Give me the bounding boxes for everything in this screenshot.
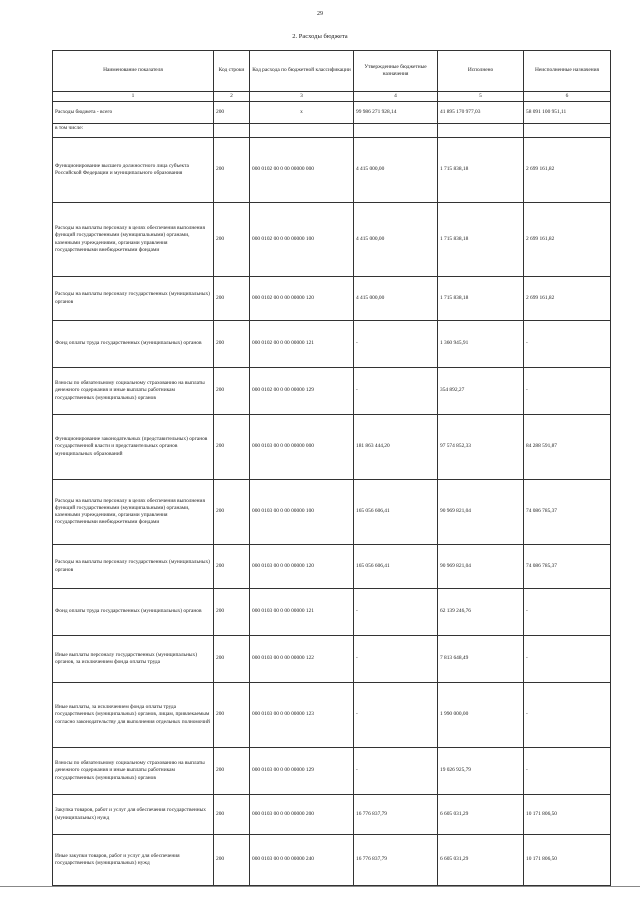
row-unexecuted: 2 699 161,82 <box>524 277 611 321</box>
row-unexecuted: 10 171 806,50 <box>524 835 611 886</box>
row-executed: 90 969 821,04 <box>438 545 524 589</box>
row-executed: 1 360 945,91 <box>438 321 524 368</box>
row-line-code: 200 <box>214 589 250 636</box>
expenditure-table <box>52 50 611 886</box>
header-executed: Исполнено <box>438 51 524 92</box>
row-unexecuted: 74 086 785,37 <box>524 480 611 545</box>
row-line-code: 200 <box>214 102 250 124</box>
row-classification-code: x <box>250 102 354 124</box>
row-unexecuted: 58 091 100 951,11 <box>524 102 611 124</box>
table-row <box>53 748 611 795</box>
page-bottom-rule <box>0 886 640 887</box>
row-unexecuted: - <box>524 321 611 368</box>
column-number: 2 <box>214 92 250 102</box>
row-name: Расходы на выплаты персоналу государственных (муниципальных) органов <box>53 277 214 321</box>
row-executed: 1 990 000,00 <box>438 683 524 748</box>
table-row <box>53 795 611 835</box>
table-row <box>53 368 611 415</box>
row-line-code: 200 <box>214 138 250 203</box>
row-line-code: 200 <box>214 277 250 321</box>
row-line-code: 200 <box>214 683 250 748</box>
row-approved: - <box>354 321 438 368</box>
row-line-code: 200 <box>214 748 250 795</box>
row-line-code: 200 <box>214 321 250 368</box>
row-classification-code: 000 0103 00 0 00 00000 000 <box>250 415 354 480</box>
row-classification-code: 000 0102 00 0 00 00000 100 <box>250 203 354 277</box>
row-approved: 16 776 837,79 <box>354 795 438 835</box>
row-approved: 4 415 000,00 <box>354 203 438 277</box>
header-line-code: Код строки <box>214 51 250 92</box>
row-unexecuted: 10 171 806,50 <box>524 795 611 835</box>
table-row <box>53 835 611 886</box>
column-numbers-row <box>53 92 611 102</box>
row-executed: 6 605 031,29 <box>438 835 524 886</box>
table-row <box>53 321 611 368</box>
header-unexecuted: Неисполненные назначения <box>524 51 611 92</box>
table-row <box>53 277 611 321</box>
table-row <box>53 415 611 480</box>
row-unexecuted: - <box>524 683 611 748</box>
row-classification-code: 000 0103 00 0 00 00000 121 <box>250 589 354 636</box>
row-name: Фонд оплаты труда государственных (муниципальных) органов <box>53 589 214 636</box>
row-line-code: 200 <box>214 636 250 683</box>
row-classification-code: 000 0103 00 0 00 00000 120 <box>250 545 354 589</box>
row-classification-code: 000 0102 00 0 00 00000 000 <box>250 138 354 203</box>
column-number: 4 <box>354 92 438 102</box>
header-name: Наименование показателя <box>53 51 214 92</box>
row-line-code: 200 <box>214 835 250 886</box>
header-classification-code: Код расхода по бюджетной классификации <box>250 51 354 92</box>
row-name: Функционирование высшего должностного лица субъекта Российской Федерации и муниципального образования <box>53 138 214 203</box>
row-name: Расходы бюджета - всего <box>53 102 214 124</box>
table-row <box>53 589 611 636</box>
row-executed: 90 969 821,04 <box>438 480 524 545</box>
row-executed: 19 026 925,79 <box>438 748 524 795</box>
row-approved: - <box>354 636 438 683</box>
table-row-including <box>53 124 611 138</box>
row-classification-code: 000 0102 00 0 00 00000 121 <box>250 321 354 368</box>
row-classification-code: 000 0103 00 0 00 00000 100 <box>250 480 354 545</box>
row-classification-code: 000 0102 00 0 00 00000 129 <box>250 368 354 415</box>
column-number: 1 <box>53 92 214 102</box>
row-approved: - <box>354 748 438 795</box>
row-executed: 354 892,27 <box>438 368 524 415</box>
row-approved: - <box>354 683 438 748</box>
row-approved: - <box>354 368 438 415</box>
row-approved: - <box>354 589 438 636</box>
row-unexecuted: 74 086 785,37 <box>524 545 611 589</box>
row-executed: 6 605 031,29 <box>438 795 524 835</box>
row-executed: 41 895 170 977,03 <box>438 102 524 124</box>
row-unexecuted: 2 699 161,82 <box>524 138 611 203</box>
row-approved: 165 056 606,41 <box>354 545 438 589</box>
row-line-code: 200 <box>214 203 250 277</box>
header-approved: Утвержденные бюджетные назначения <box>354 51 438 92</box>
row-classification-code: 000 0103 00 0 00 00000 123 <box>250 683 354 748</box>
column-number: 6 <box>524 92 611 102</box>
row-unexecuted: - <box>524 748 611 795</box>
row-executed: 97 574 852,33 <box>438 415 524 480</box>
row-line-code: 200 <box>214 795 250 835</box>
row-name: Взносы по обязательному социальному страхованию на выплаты денежного содержания и иные выплаты работникам государственных (муниципальных) органов <box>53 748 214 795</box>
table-row-total <box>53 102 611 124</box>
column-number: 3 <box>250 92 354 102</box>
row-name: Иные закупки товаров, работ и услуг для обеспечения государственных (муниципальных) нужд <box>53 835 214 886</box>
column-number: 5 <box>438 92 524 102</box>
row-classification-code: 000 0103 00 0 00 00000 129 <box>250 748 354 795</box>
row-name: Закупка товаров, работ и услуг для обеспечения государственных (муниципальных) нужд <box>53 795 214 835</box>
row-unexecuted: 2 699 161,82 <box>524 203 611 277</box>
row-classification-code: 000 0103 00 0 00 00000 200 <box>250 795 354 835</box>
row-executed: 7 813 648,49 <box>438 636 524 683</box>
table-row <box>53 203 611 277</box>
page-number: 29 <box>317 11 323 17</box>
row-approved: 181 863 444,20 <box>354 415 438 480</box>
row-name: Функционирование законодательных (представительных) органов государственной власти и представительных органов муниципальных образований <box>53 415 214 480</box>
row-line-code: 200 <box>214 368 250 415</box>
row-name: Иные выплаты персоналу государственных (муниципальных) органов, за исключением фонда оплаты труда <box>53 636 214 683</box>
row-unexecuted: - <box>524 368 611 415</box>
section-title: 2. Расходы бюджета <box>292 33 348 40</box>
row-name: Расходы на выплаты персоналу в целях обеспечения выполнения функций государственными (муниципальными) органами, казенными учреждениями, органами управления государственными внебюджетными фондами <box>53 480 214 545</box>
row-executed: 62 139 246,76 <box>438 589 524 636</box>
row-approved: 4 415 000,00 <box>354 138 438 203</box>
row-approved: 99 986 271 928,14 <box>354 102 438 124</box>
row-executed: 1 715 838,18 <box>438 203 524 277</box>
table-row <box>53 545 611 589</box>
row-name: Фонд оплаты труда государственных (муниципальных) органов <box>53 321 214 368</box>
table-row <box>53 480 611 545</box>
table-row <box>53 636 611 683</box>
row-unexecuted: 84 288 591,87 <box>524 415 611 480</box>
row-name: Иные выплаты, за исключением фонда оплаты труда государственных (муниципальных) органов, лицам, привлекаемым согласно законодательству для выполнения отдельных полномочий <box>53 683 214 748</box>
row-approved: 165 056 606,41 <box>354 480 438 545</box>
row-classification-code: 000 0103 00 0 00 00000 240 <box>250 835 354 886</box>
row-line-code: 200 <box>214 545 250 589</box>
row-line-code: 200 <box>214 480 250 545</box>
row-executed: 1 715 838,18 <box>438 138 524 203</box>
row-executed: 1 715 838,18 <box>438 277 524 321</box>
row-name: Расходы на выплаты персоналу государственных (муниципальных) органов <box>53 545 214 589</box>
row-classification-code: 000 0102 00 0 00 00000 120 <box>250 277 354 321</box>
table-row <box>53 683 611 748</box>
row-unexecuted: - <box>524 636 611 683</box>
row-unexecuted: - <box>524 589 611 636</box>
row-name: Расходы на выплаты персоналу в целях обеспечения выполнения функций государственными (муниципальными) органами, казенными учреждениями, органами управления государственными внебюджетными фондами <box>53 203 214 277</box>
row-classification-code: 000 0103 00 0 00 00000 122 <box>250 636 354 683</box>
table-row <box>53 138 611 203</box>
row-approved: 4 415 000,00 <box>354 277 438 321</box>
row-name: Взносы по обязательному социальному страхованию на выплаты денежного содержания и иные выплаты работникам государственных (муниципальных) органов <box>53 368 214 415</box>
including-label: в том числе: <box>53 124 214 138</box>
row-line-code: 200 <box>214 415 250 480</box>
row-approved: 16 776 837,79 <box>354 835 438 886</box>
